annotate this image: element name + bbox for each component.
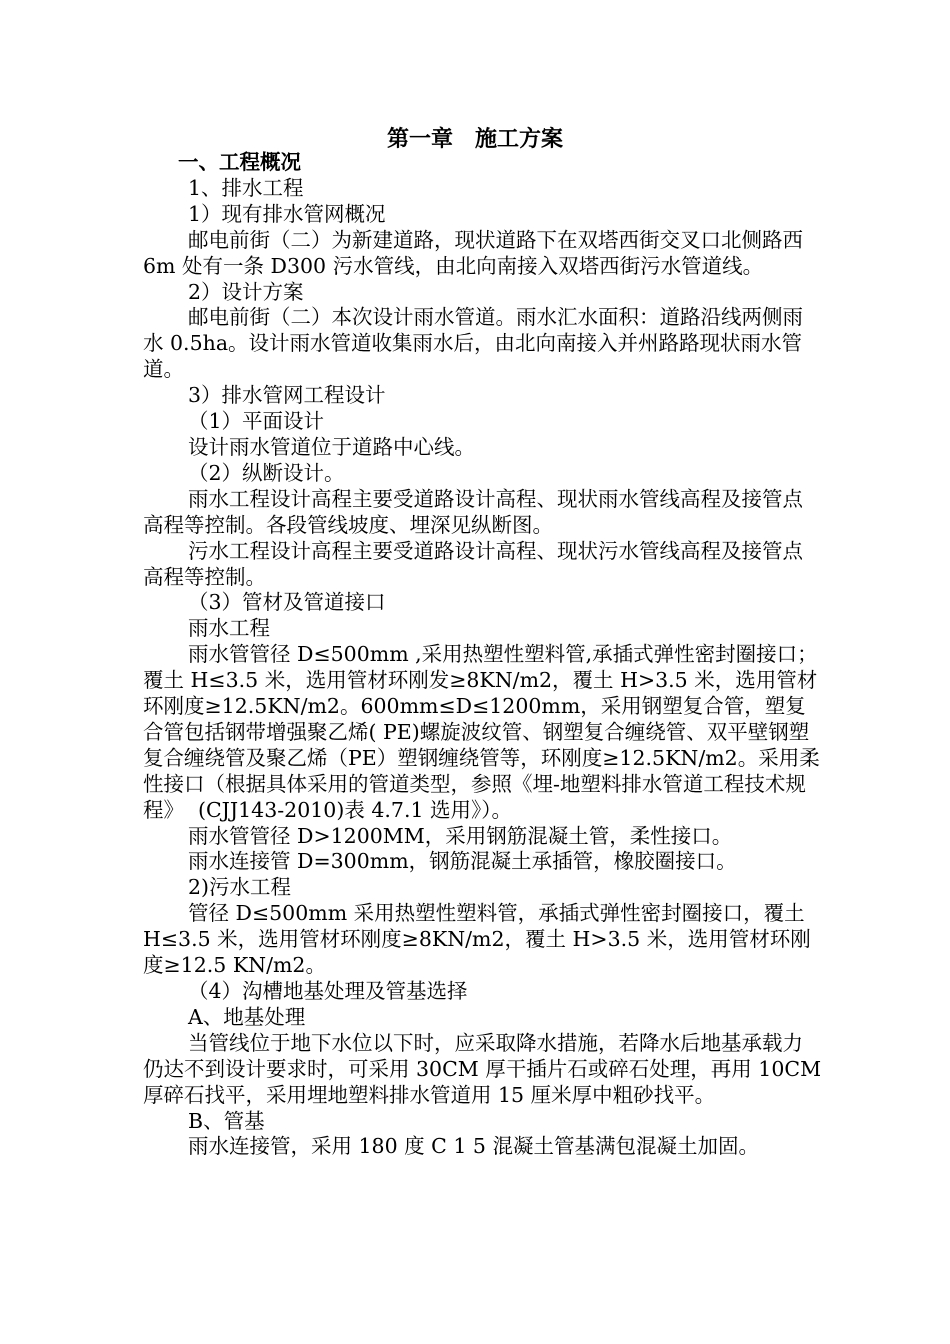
paragraph-text: 一、工程概况 [178,150,301,174]
chapter-title: 第一章 施工方案 [386,126,563,152]
paragraph-text: A、地基处理 [188,1004,306,1029]
paragraph [143,280,823,306]
paragraph-text: 邮电前街（二）为新建道路，现状道路下在双塔西街交叉口北侧路西 6m 处有一条 D300 污水管线，由北向南接入双塔西街污水管道线。 [143,227,803,278]
paragraph-text: 雨水连接管 D=300mm，钢筋混凝土承插管，橡胶圈接口。 [188,849,737,874]
paragraph-text: 雨水管管径 D≤500mm ,采用热塑性塑料管,承插式弹性密封圈接口；覆土 H≤3.5 米，选用管材环刚发≥8KN/m2，覆土 H>3.5 米，选用管材环刚度≥12.5KN/m2。600mm≤D≤1200mm，采用钢塑复合管，塑复合管包括钢带增强聚乙烯( PE)螺旋波纹管、钢塑复合缠绕管、双平壁钢塑复合缠绕管及聚乙烯（PE）塑钢缠绕管等，环刚度≥12.5KN/m2。采用柔性接口（根据具体采用的管道类型，参照《埋-地塑料排水管道工程技术规程》 [143,642,820,822]
paragraph [143,642,823,823]
paragraph [143,409,823,435]
paragraph-text: （2）纵断设计。 [188,460,345,485]
paragraph [143,461,823,487]
paragraph [143,150,823,176]
paragraph [143,1005,823,1031]
paragraph [143,616,823,642]
paragraph-text: 1）现有排水管网概况 [188,201,386,226]
paragraph-text: 雨水工程 [188,616,270,641]
paragraph [143,1134,823,1160]
paragraph [143,1031,823,1109]
paragraph-text: 雨水连接管，采用 180 度 C 1 5 混凝土管基满包混凝土加固。 [188,1134,759,1159]
paragraph-text: 1、排水工程 [188,175,304,200]
paragraph [143,539,823,591]
paragraph [143,979,823,1005]
paragraph [143,383,823,409]
paragraph [143,849,823,875]
paragraph-text: B、管基 [188,1108,265,1133]
document-body [143,150,823,1160]
paragraph-text: 邮电前街（二）本次设计雨水管道。雨水汇水面积：道路沿线两侧雨水 0.5ha。设计雨水管道收集雨水后，由北向南接入并州路路现状雨水管道。 [143,305,803,382]
paragraph-text: 3）排水管网工程设计 [188,383,386,408]
paragraph [143,901,823,979]
paragraph [143,875,823,901]
paragraph-text: 2)污水工程 [188,875,292,900]
paragraph [143,305,823,383]
paragraph [143,435,823,461]
paragraph-text: 当管线位于地下水位以下时，应采取降水措施，若降水后地基承载力仍达不到设计要求时，可采用 30CM 厚干插片石或碎石处理，再用 10CM 厚碎石找平，采用埋地塑料排水管道用 15 厘米厚中粗砂找平。 [143,1030,822,1107]
paragraph [143,824,823,850]
paragraph-text: （4）沟槽地基处理及管基选择 [188,979,468,1003]
paragraph [143,590,823,616]
paragraph-text: 设计雨水管道位于道路中心线。 [188,434,475,459]
paragraph-text: 雨水管管径 D>1200MM，采用钢筋混凝土管，柔性接口。 [188,823,733,848]
paragraph [143,1109,823,1135]
paragraph [143,176,823,202]
paragraph-text: 雨水工程设计高程主要受道路设计高程、现状雨水管线高程及接管点高程等控制。各段管线坡度、埋深见纵断图。 [143,486,803,537]
paragraph-text: 管径 D≤500mm 采用热塑性塑料管，承插式弹性密封圈接口，覆土 H≤3.5 米，选用管材环刚度≥8KN/m2，覆土 H>3.5 米，选用管材环刚度≥12.5 KN/m2。 [143,901,811,978]
paragraph [143,228,823,280]
paragraph [143,487,823,539]
paragraph-text: （1）平面设计 [188,409,325,434]
paragraph [143,202,823,228]
paragraph-text: （3）管材及管道接口 [188,590,386,615]
paragraph-text: 2）设计方案 [188,279,304,304]
paragraph-text: 污水工程设计高程主要受道路设计高程、现状污水管线高程及接管点高程等控制。 [143,538,803,589]
paragraph-tail-text: (CJJ143-2010)表 4.7.1 选用》）。 [198,797,513,822]
